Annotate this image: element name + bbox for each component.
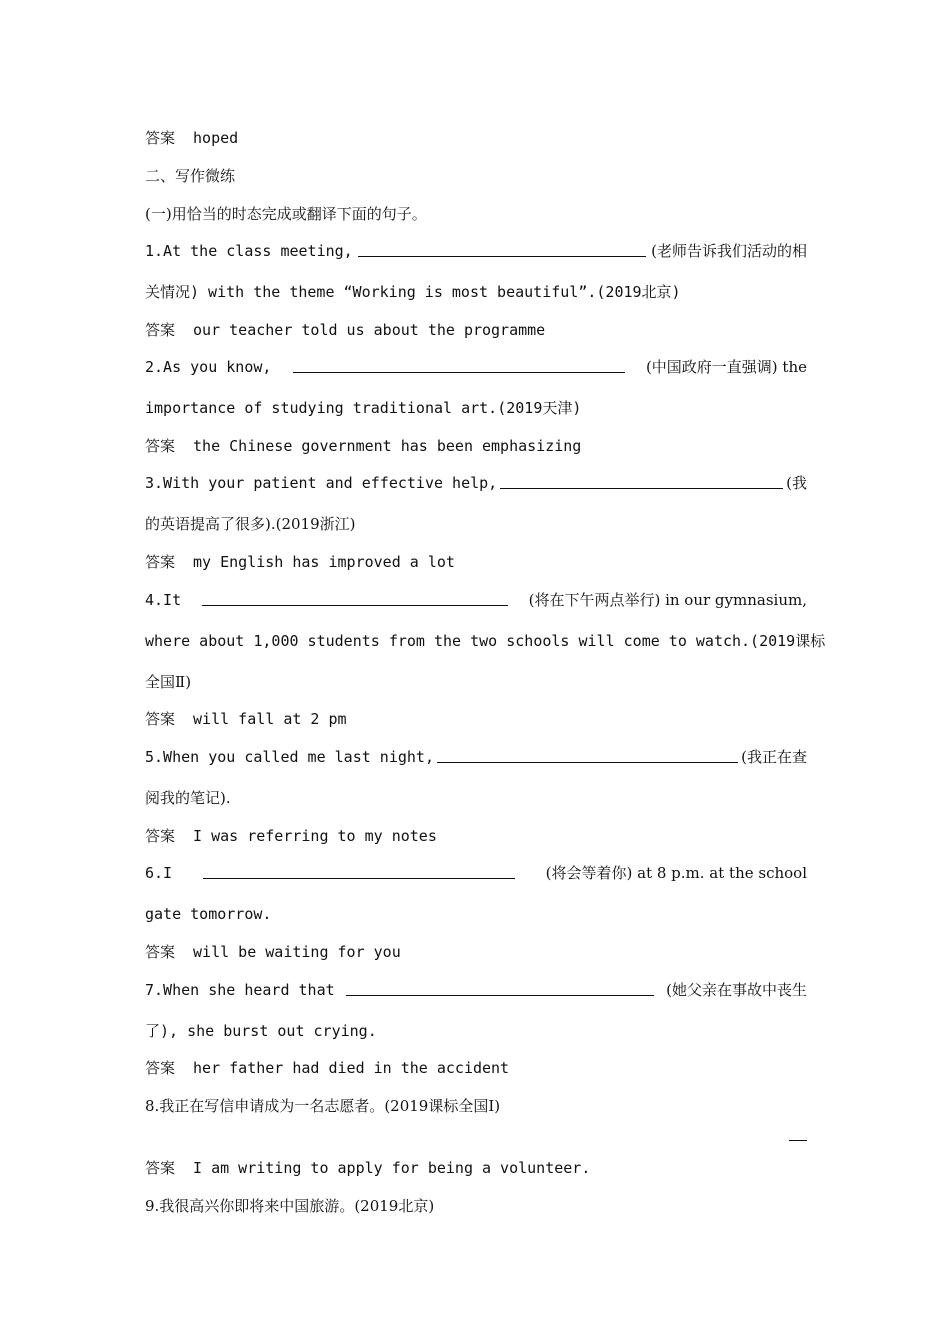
question-5-line-2: 阅我的笔记). bbox=[145, 789, 231, 807]
question-2-line-2: importance of studying traditional art.(2019天津) bbox=[145, 399, 582, 417]
answer-text: her father had died in the accident bbox=[193, 1059, 510, 1077]
answer-text: our teacher told us about the programme bbox=[193, 321, 546, 339]
question-hint: (中国政府一直强调) the bbox=[645, 358, 807, 376]
answer-text: I am writing to apply for being a volunteer. bbox=[193, 1159, 591, 1177]
answer-label: 答案 bbox=[145, 1059, 176, 1077]
question-3-line-2: 的英语提高了很多).(2019浙江) bbox=[145, 515, 356, 533]
answer-label: 答案 bbox=[145, 943, 176, 961]
answer-blank[interactable] bbox=[500, 473, 783, 489]
question-stem: 7.When she heard that bbox=[145, 981, 335, 999]
answer-blank[interactable] bbox=[293, 357, 625, 373]
question-4-line-2: where about 1,000 students from the two schools will come to watch.(2019课标 bbox=[145, 632, 826, 650]
question-hint: (将在下午两点举行) in our gymnasium, bbox=[528, 591, 807, 609]
question-2-line-1 bbox=[145, 357, 807, 377]
subsection-title: (一)用恰当的时态完成或翻译下面的句子。 bbox=[145, 205, 427, 223]
question-hint: (我正在查 bbox=[741, 748, 807, 766]
answer-label: 答案 bbox=[145, 827, 176, 845]
question-stem: 3.With your patient and effective help, bbox=[145, 474, 498, 492]
answer-label: 答案 bbox=[145, 1159, 176, 1177]
answer-text: will be waiting for you bbox=[193, 943, 401, 961]
question-3-answer bbox=[145, 552, 807, 572]
answer-label: 答案 bbox=[145, 437, 176, 455]
question-6-line-2: gate tomorrow. bbox=[145, 905, 272, 923]
question-1-line-2: 关情况) with the theme “Working is most beautiful”.(2019北京) bbox=[145, 283, 681, 301]
answer-text: hoped bbox=[193, 129, 239, 147]
question-stem: 6.I bbox=[145, 864, 173, 882]
answer-text: the Chinese government has been emphasizing bbox=[193, 437, 582, 455]
answer-label: 答案 bbox=[145, 321, 176, 339]
question-8-stem: 8.我正在写信申请成为一名志愿者。(2019课标全国Ⅰ) bbox=[145, 1097, 501, 1115]
answer-text: I was referring to my notes bbox=[193, 827, 437, 845]
question-stem: 2.As you know, bbox=[145, 358, 272, 376]
question-7-line-1 bbox=[145, 980, 807, 1000]
answer-text: will fall at 2 pm bbox=[193, 710, 347, 728]
section-title: 二、写作微练 bbox=[145, 167, 236, 185]
question-hint: (她父亲在事故中丧生 bbox=[666, 981, 807, 999]
question-stem: 1.At the class meeting, bbox=[145, 242, 353, 260]
answer-blank[interactable] bbox=[202, 590, 508, 606]
answer-text: my English has improved a lot bbox=[193, 553, 455, 571]
document-page bbox=[145, 0, 826, 1344]
answer-label: 答案 bbox=[145, 553, 176, 571]
question-1-line-1 bbox=[145, 241, 807, 261]
question-4-line-1 bbox=[145, 590, 807, 610]
question-7-line-2: 了), she burst out crying. bbox=[145, 1022, 377, 1040]
answer-blank[interactable] bbox=[203, 863, 515, 879]
question-stem: 5.When you called me last night, bbox=[145, 748, 434, 766]
answer-blank[interactable] bbox=[358, 241, 646, 257]
answer-blank[interactable] bbox=[346, 980, 654, 996]
question-hint: (老师告诉我们活动的相 bbox=[651, 242, 807, 260]
question-2-answer bbox=[145, 436, 807, 456]
answer-label: 答案 bbox=[145, 710, 176, 728]
intro-answer-line bbox=[145, 128, 807, 148]
question-hint: (我 bbox=[786, 474, 807, 492]
answer-label: 答案 bbox=[145, 129, 176, 147]
question-9-stem: 9.我很高兴你即将来中国旅游。(2019北京) bbox=[145, 1197, 435, 1215]
question-4-line-3: 全国Ⅱ) bbox=[145, 673, 192, 691]
question-5-answer bbox=[145, 826, 807, 846]
question-3-line-1 bbox=[145, 473, 807, 493]
question-5-line-1 bbox=[145, 747, 807, 767]
question-7-answer bbox=[145, 1058, 807, 1078]
question-6-answer bbox=[145, 942, 807, 962]
question-4-answer bbox=[145, 709, 807, 729]
question-hint: (将会等着你) at 8 p.m. at the school bbox=[545, 864, 807, 882]
answer-blank[interactable] bbox=[789, 1140, 807, 1141]
question-8-answer bbox=[145, 1158, 807, 1178]
question-6-line-1 bbox=[145, 863, 807, 883]
question-stem: 4.It bbox=[145, 591, 182, 609]
answer-blank[interactable] bbox=[437, 747, 738, 763]
question-1-answer bbox=[145, 320, 807, 340]
